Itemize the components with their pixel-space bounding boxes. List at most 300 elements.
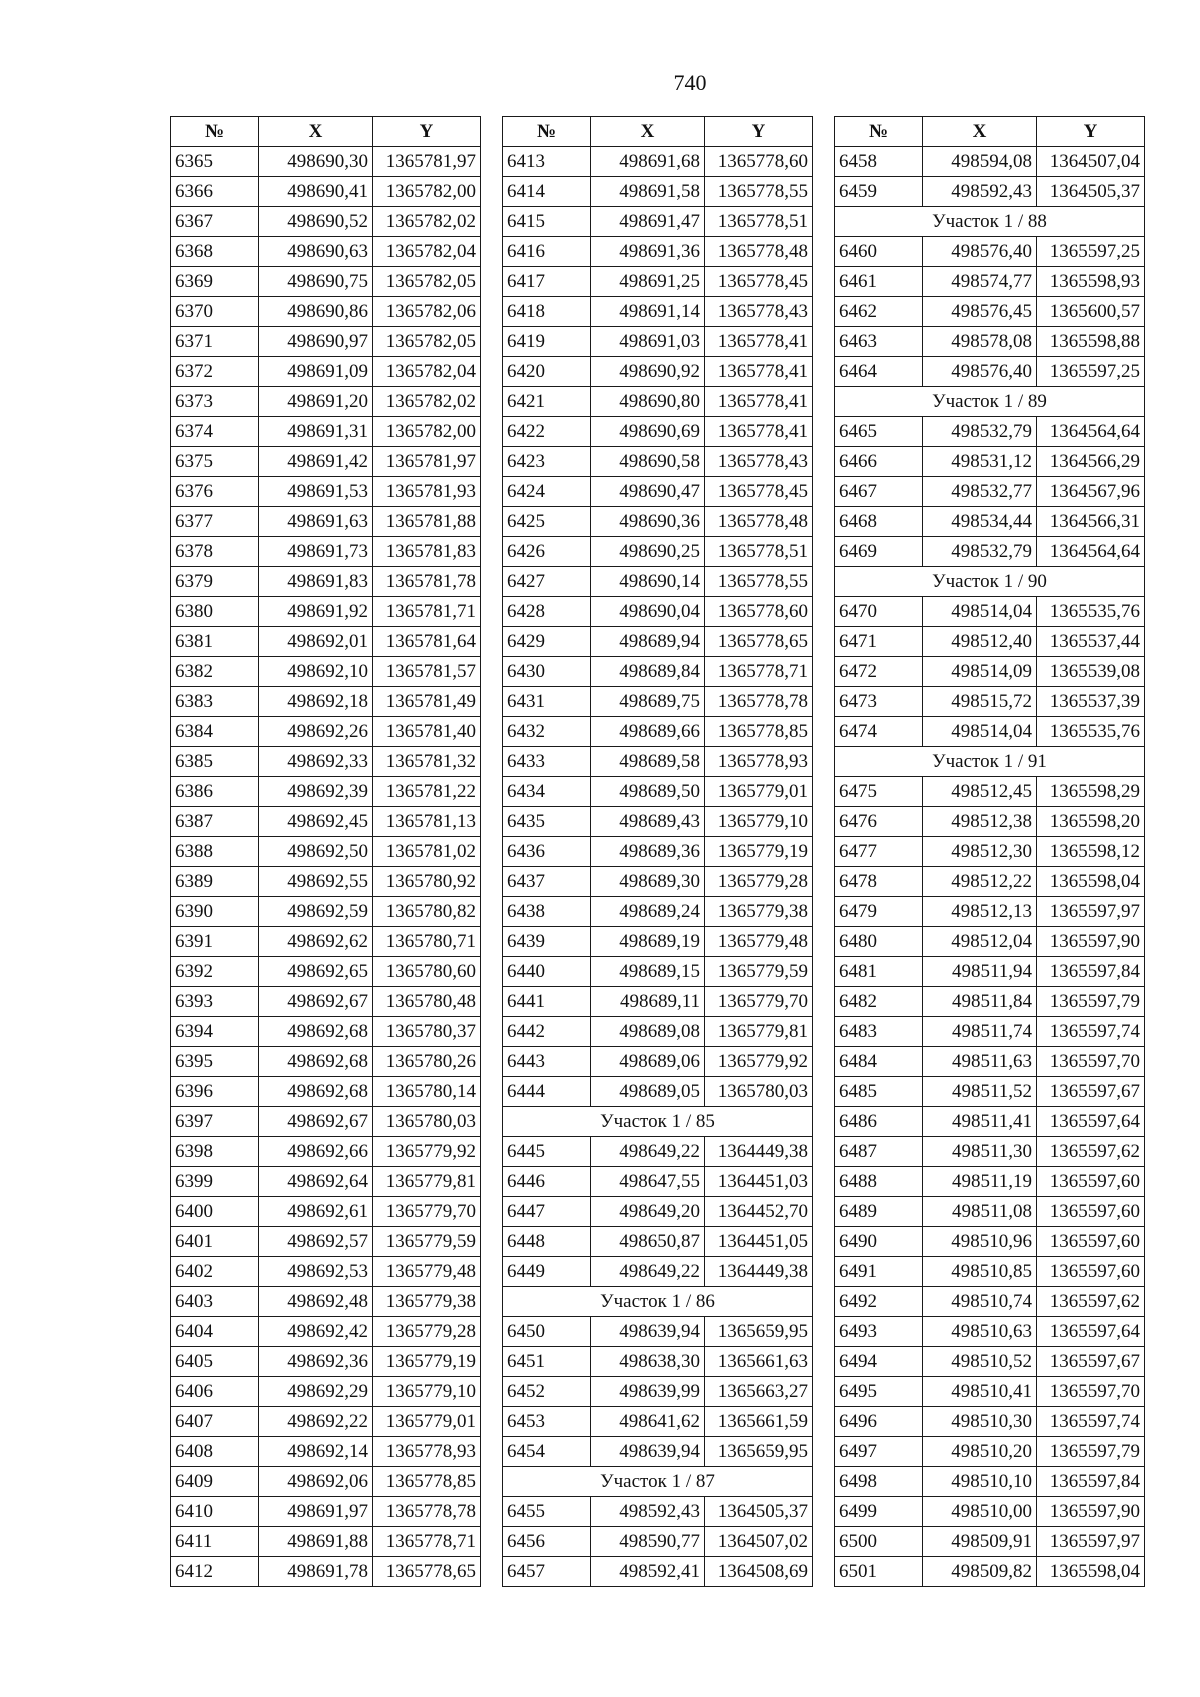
x-coordinate: 498689,06: [591, 1047, 705, 1077]
y-coordinate: 1365597,84: [1037, 1467, 1145, 1497]
table-row: [835, 1347, 1145, 1377]
y-coordinate: 1365537,44: [1037, 627, 1145, 657]
table-row: [503, 927, 813, 957]
point-number: 6442: [503, 1017, 591, 1047]
y-coordinate: 1365778,60: [705, 597, 813, 627]
x-coordinate: 498689,05: [591, 1077, 705, 1107]
point-number: 6468: [835, 507, 923, 537]
table-row: [835, 1137, 1145, 1167]
y-coordinate: 1364566,31: [1037, 507, 1145, 537]
y-coordinate: 1365781,71: [373, 597, 481, 627]
y-coordinate: 1365778,93: [373, 1437, 481, 1467]
x-coordinate: 498691,36: [591, 237, 705, 267]
x-coordinate: 498511,84: [923, 987, 1037, 1017]
point-number: 6404: [171, 1317, 259, 1347]
y-coordinate: 1365781,49: [373, 687, 481, 717]
table-row: [503, 537, 813, 567]
table-row: [503, 657, 813, 687]
table-row: [171, 207, 481, 237]
point-number: 6381: [171, 627, 259, 657]
point-number: 6483: [835, 1017, 923, 1047]
point-number: 6448: [503, 1227, 591, 1257]
table-row: [503, 297, 813, 327]
y-coordinate: 1365779,28: [705, 867, 813, 897]
x-coordinate: 498576,45: [923, 297, 1037, 327]
x-coordinate: 498692,68: [259, 1017, 373, 1047]
y-coordinate: 1365779,19: [373, 1347, 481, 1377]
x-coordinate: 498691,97: [259, 1497, 373, 1527]
y-coordinate: 1365539,08: [1037, 657, 1145, 687]
y-coordinate: 1364564,64: [1037, 537, 1145, 567]
table-row: [835, 927, 1145, 957]
y-coordinate: 1365535,76: [1037, 597, 1145, 627]
x-coordinate: 498691,83: [259, 567, 373, 597]
x-coordinate: 498691,68: [591, 147, 705, 177]
y-coordinate: 1365781,13: [373, 807, 481, 837]
point-number: 6416: [503, 237, 591, 267]
table-row: [835, 1287, 1145, 1317]
table-row: [171, 1317, 481, 1347]
table-row: [503, 1197, 813, 1227]
y-coordinate: 1364566,29: [1037, 447, 1145, 477]
table-row: [835, 1527, 1145, 1557]
point-number: 6497: [835, 1437, 923, 1467]
point-number: 6415: [503, 207, 591, 237]
x-coordinate: 498576,40: [923, 237, 1037, 267]
x-coordinate: 498639,99: [591, 1377, 705, 1407]
point-number: 6472: [835, 657, 923, 687]
point-number: 6400: [171, 1197, 259, 1227]
x-coordinate: 498515,72: [923, 687, 1037, 717]
x-coordinate: 498512,22: [923, 867, 1037, 897]
x-coordinate: 498691,88: [259, 1527, 373, 1557]
point-number: 6399: [171, 1167, 259, 1197]
y-coordinate: 1365781,57: [373, 657, 481, 687]
x-coordinate: 498510,41: [923, 1377, 1037, 1407]
table-row: [835, 627, 1145, 657]
x-coordinate: 498689,36: [591, 837, 705, 867]
point-number: 6406: [171, 1377, 259, 1407]
point-number: 6395: [171, 1047, 259, 1077]
point-number: 6487: [835, 1137, 923, 1167]
y-coordinate: 1364452,70: [705, 1197, 813, 1227]
y-coordinate: 1365780,03: [373, 1107, 481, 1137]
table-row: [835, 357, 1145, 387]
y-coordinate: 1365782,02: [373, 207, 481, 237]
point-number: 6405: [171, 1347, 259, 1377]
table-row: [835, 1197, 1145, 1227]
y-coordinate: 1365779,38: [705, 897, 813, 927]
table-row: [171, 717, 481, 747]
x-coordinate: 498590,77: [591, 1527, 705, 1557]
table-row: [503, 987, 813, 1017]
y-coordinate: 1365778,65: [705, 627, 813, 657]
table-row: [835, 237, 1145, 267]
point-number: 6365: [171, 147, 259, 177]
y-coordinate: 1365780,14: [373, 1077, 481, 1107]
table-row: [835, 597, 1145, 627]
x-coordinate: 498689,19: [591, 927, 705, 957]
table-row: [171, 987, 481, 1017]
x-coordinate: 498689,24: [591, 897, 705, 927]
point-number: 6408: [171, 1437, 259, 1467]
x-coordinate: 498692,26: [259, 717, 373, 747]
table-row: [171, 267, 481, 297]
y-coordinate: 1365779,59: [705, 957, 813, 987]
point-number: 6428: [503, 597, 591, 627]
table-row: [171, 1197, 481, 1227]
table-row: [835, 417, 1145, 447]
table-header-row: [835, 117, 1145, 147]
table-row: [835, 1467, 1145, 1497]
table-row: [171, 327, 481, 357]
y-coordinate: 1364564,64: [1037, 417, 1145, 447]
table-row: [503, 957, 813, 987]
y-coordinate: 1365597,74: [1037, 1017, 1145, 1047]
x-coordinate: 498649,20: [591, 1197, 705, 1227]
y-coordinate: 1365597,25: [1037, 237, 1145, 267]
y-coordinate: 1365597,90: [1037, 1497, 1145, 1527]
table-row: [835, 1167, 1145, 1197]
x-coordinate: 498690,41: [259, 177, 373, 207]
point-number: 6413: [503, 147, 591, 177]
table-row: [171, 897, 481, 927]
table-row: [835, 1557, 1145, 1587]
table-row: [503, 597, 813, 627]
y-coordinate: 1365663,27: [705, 1377, 813, 1407]
table-row: [835, 1317, 1145, 1347]
point-number: 6446: [503, 1167, 591, 1197]
x-coordinate: 498692,06: [259, 1467, 373, 1497]
coordinates-table-1: [170, 116, 481, 1587]
y-coordinate: 1365782,04: [373, 237, 481, 267]
point-number: 6498: [835, 1467, 923, 1497]
header-number: №: [835, 117, 923, 147]
x-coordinate: 498510,63: [923, 1317, 1037, 1347]
y-coordinate: 1365779,01: [705, 777, 813, 807]
y-coordinate: 1365778,41: [705, 327, 813, 357]
table-row: [171, 507, 481, 537]
x-coordinate: 498692,01: [259, 627, 373, 657]
x-coordinate: 498691,92: [259, 597, 373, 627]
x-coordinate: 498594,08: [923, 147, 1037, 177]
point-number: 6445: [503, 1137, 591, 1167]
x-coordinate: 498511,41: [923, 1107, 1037, 1137]
point-number: 6369: [171, 267, 259, 297]
x-coordinate: 498692,42: [259, 1317, 373, 1347]
point-number: 6374: [171, 417, 259, 447]
table-row: [503, 777, 813, 807]
table-row: [171, 1497, 481, 1527]
table-row: [171, 1347, 481, 1377]
table-row: [503, 1557, 813, 1587]
x-coordinate: 498692,55: [259, 867, 373, 897]
table-row: [171, 1077, 481, 1107]
point-number: 6376: [171, 477, 259, 507]
x-coordinate: 498534,44: [923, 507, 1037, 537]
table-row: [835, 897, 1145, 927]
y-coordinate: 1365781,97: [373, 447, 481, 477]
y-coordinate: 1365781,97: [373, 147, 481, 177]
section-row: [835, 567, 1145, 597]
header-y: Y: [373, 117, 481, 147]
point-number: 6500: [835, 1527, 923, 1557]
table-row: [171, 1107, 481, 1137]
x-coordinate: 498691,03: [591, 327, 705, 357]
x-coordinate: 498692,67: [259, 987, 373, 1017]
table-row: [835, 1227, 1145, 1257]
point-number: 6421: [503, 387, 591, 417]
x-coordinate: 498692,68: [259, 1077, 373, 1107]
x-coordinate: 498692,59: [259, 897, 373, 927]
y-coordinate: 1365780,03: [705, 1077, 813, 1107]
x-coordinate: 498512,04: [923, 927, 1037, 957]
y-coordinate: 1365597,60: [1037, 1227, 1145, 1257]
x-coordinate: 498689,15: [591, 957, 705, 987]
table-header-row: [171, 117, 481, 147]
point-number: 6474: [835, 717, 923, 747]
table-row: [171, 1047, 481, 1077]
x-coordinate: 498592,43: [591, 1497, 705, 1527]
x-coordinate: 498510,30: [923, 1407, 1037, 1437]
y-coordinate: 1365779,59: [373, 1227, 481, 1257]
header-y: Y: [705, 117, 813, 147]
table-row: [835, 297, 1145, 327]
x-coordinate: 498511,08: [923, 1197, 1037, 1227]
table-row: [835, 1407, 1145, 1437]
x-coordinate: 498689,11: [591, 987, 705, 1017]
x-coordinate: 498690,63: [259, 237, 373, 267]
table-row: [503, 417, 813, 447]
y-coordinate: 1365780,26: [373, 1047, 481, 1077]
table-row: [835, 1437, 1145, 1467]
x-coordinate: 498689,84: [591, 657, 705, 687]
table-row: [503, 147, 813, 177]
table-row: [503, 717, 813, 747]
table-row: [503, 1137, 813, 1167]
table-row: [835, 447, 1145, 477]
table-row: [503, 477, 813, 507]
x-coordinate: 498511,52: [923, 1077, 1037, 1107]
point-number: 6491: [835, 1257, 923, 1287]
point-number: 6401: [171, 1227, 259, 1257]
table-row: [171, 1377, 481, 1407]
point-number: 6402: [171, 1257, 259, 1287]
y-coordinate: 1365780,48: [373, 987, 481, 1017]
y-coordinate: 1365778,48: [705, 507, 813, 537]
point-number: 6391: [171, 927, 259, 957]
point-number: 6484: [835, 1047, 923, 1077]
y-coordinate: 1365780,60: [373, 957, 481, 987]
point-number: 6494: [835, 1347, 923, 1377]
point-number: 6490: [835, 1227, 923, 1257]
x-coordinate: 498692,36: [259, 1347, 373, 1377]
point-number: 6496: [835, 1407, 923, 1437]
table-row: [171, 447, 481, 477]
header-x: X: [591, 117, 705, 147]
x-coordinate: 498692,67: [259, 1107, 373, 1137]
table-row: [503, 897, 813, 927]
x-coordinate: 498692,61: [259, 1197, 373, 1227]
table-row: [503, 1017, 813, 1047]
table-row: [171, 147, 481, 177]
table-row: [503, 837, 813, 867]
y-coordinate: 1365597,67: [1037, 1077, 1145, 1107]
table-row: [171, 237, 481, 267]
point-number: 6433: [503, 747, 591, 777]
table-row: [503, 747, 813, 777]
y-coordinate: 1365778,71: [705, 657, 813, 687]
point-number: 6453: [503, 1407, 591, 1437]
table-row: [835, 957, 1145, 987]
table-row: [503, 267, 813, 297]
y-coordinate: 1365778,65: [373, 1557, 481, 1587]
y-coordinate: 1365779,10: [705, 807, 813, 837]
y-coordinate: 1365779,48: [373, 1257, 481, 1287]
y-coordinate: 1364507,04: [1037, 147, 1145, 177]
y-coordinate: 1364508,69: [705, 1557, 813, 1587]
y-coordinate: 1365778,48: [705, 237, 813, 267]
point-number: 6449: [503, 1257, 591, 1287]
point-number: 6464: [835, 357, 923, 387]
table-row: [171, 1257, 481, 1287]
x-coordinate: 498592,41: [591, 1557, 705, 1587]
y-coordinate: 1365659,95: [705, 1437, 813, 1467]
x-coordinate: 498690,69: [591, 417, 705, 447]
section-title: Участок 1 / 86: [503, 1287, 813, 1317]
x-coordinate: 498692,57: [259, 1227, 373, 1257]
point-number: 6488: [835, 1167, 923, 1197]
y-coordinate: 1365782,05: [373, 327, 481, 357]
x-coordinate: 498691,20: [259, 387, 373, 417]
point-number: 6429: [503, 627, 591, 657]
point-number: 6426: [503, 537, 591, 567]
table-row: [835, 1107, 1145, 1137]
y-coordinate: 1365781,32: [373, 747, 481, 777]
table-row: [171, 537, 481, 567]
x-coordinate: 498512,45: [923, 777, 1037, 807]
y-coordinate: 1365661,59: [705, 1407, 813, 1437]
point-number: 6427: [503, 567, 591, 597]
coordinates-table-3: [834, 116, 1145, 1587]
header-x: X: [923, 117, 1037, 147]
point-number: 6379: [171, 567, 259, 597]
point-number: 6501: [835, 1557, 923, 1587]
point-number: 6398: [171, 1137, 259, 1167]
table-row: [171, 1017, 481, 1047]
table-row: [503, 1527, 813, 1557]
point-number: 6397: [171, 1107, 259, 1137]
table-row: [503, 1317, 813, 1347]
y-coordinate: 1365779,38: [373, 1287, 481, 1317]
y-coordinate: 1365782,00: [373, 417, 481, 447]
table-row: [835, 1017, 1145, 1047]
x-coordinate: 498692,45: [259, 807, 373, 837]
point-number: 6387: [171, 807, 259, 837]
y-coordinate: 1365778,51: [705, 207, 813, 237]
x-coordinate: 498689,75: [591, 687, 705, 717]
point-number: 6473: [835, 687, 923, 717]
y-coordinate: 1364449,38: [705, 1137, 813, 1167]
point-number: 6411: [171, 1527, 259, 1557]
x-coordinate: 498639,94: [591, 1317, 705, 1347]
point-number: 6423: [503, 447, 591, 477]
x-coordinate: 498574,77: [923, 267, 1037, 297]
table-row: [503, 1227, 813, 1257]
table-row: [835, 1377, 1145, 1407]
point-number: 6459: [835, 177, 923, 207]
table-row: [835, 717, 1145, 747]
x-coordinate: 498510,20: [923, 1437, 1037, 1467]
x-coordinate: 498650,87: [591, 1227, 705, 1257]
point-number: 6403: [171, 1287, 259, 1317]
table-row: [835, 807, 1145, 837]
x-coordinate: 498692,53: [259, 1257, 373, 1287]
table-row: [503, 1437, 813, 1467]
table-row: [171, 927, 481, 957]
table-row: [835, 987, 1145, 1017]
table-row: [503, 1377, 813, 1407]
table-row: [171, 1557, 481, 1587]
header-y: Y: [1037, 117, 1145, 147]
header-number: №: [503, 117, 591, 147]
x-coordinate: 498578,08: [923, 327, 1037, 357]
y-coordinate: 1365778,43: [705, 447, 813, 477]
point-number: 6425: [503, 507, 591, 537]
x-coordinate: 498690,97: [259, 327, 373, 357]
x-coordinate: 498692,68: [259, 1047, 373, 1077]
table-row: [171, 747, 481, 777]
point-number: 6495: [835, 1377, 923, 1407]
y-coordinate: 1365598,29: [1037, 777, 1145, 807]
point-number: 6450: [503, 1317, 591, 1347]
x-coordinate: 498532,79: [923, 537, 1037, 567]
x-coordinate: 498514,04: [923, 597, 1037, 627]
page-number: 740: [673, 70, 707, 95]
x-coordinate: 498690,58: [591, 447, 705, 477]
point-number: 6389: [171, 867, 259, 897]
point-number: 6386: [171, 777, 259, 807]
x-coordinate: 498690,47: [591, 477, 705, 507]
x-coordinate: 498511,30: [923, 1137, 1037, 1167]
y-coordinate: 1365779,01: [373, 1407, 481, 1437]
point-number: 6452: [503, 1377, 591, 1407]
y-coordinate: 1365778,60: [705, 147, 813, 177]
section-title: Участок 1 / 89: [835, 387, 1145, 417]
y-coordinate: 1365780,82: [373, 897, 481, 927]
section-title: Участок 1 / 90: [835, 567, 1145, 597]
x-coordinate: 498689,30: [591, 867, 705, 897]
table-row: [171, 357, 481, 387]
y-coordinate: 1365778,41: [705, 417, 813, 447]
y-coordinate: 1365598,88: [1037, 327, 1145, 357]
y-coordinate: 1365598,93: [1037, 267, 1145, 297]
table-row: [503, 1047, 813, 1077]
y-coordinate: 1365778,78: [705, 687, 813, 717]
table-row: [835, 867, 1145, 897]
section-row: [503, 1107, 813, 1137]
table-row: [503, 357, 813, 387]
x-coordinate: 498689,94: [591, 627, 705, 657]
y-coordinate: 1365597,62: [1037, 1137, 1145, 1167]
x-coordinate: 498692,14: [259, 1437, 373, 1467]
y-coordinate: 1365780,71: [373, 927, 481, 957]
x-coordinate: 498649,22: [591, 1137, 705, 1167]
y-coordinate: 1365778,45: [705, 477, 813, 507]
point-number: 6370: [171, 297, 259, 327]
y-coordinate: 1365779,92: [705, 1047, 813, 1077]
x-coordinate: 498510,96: [923, 1227, 1037, 1257]
